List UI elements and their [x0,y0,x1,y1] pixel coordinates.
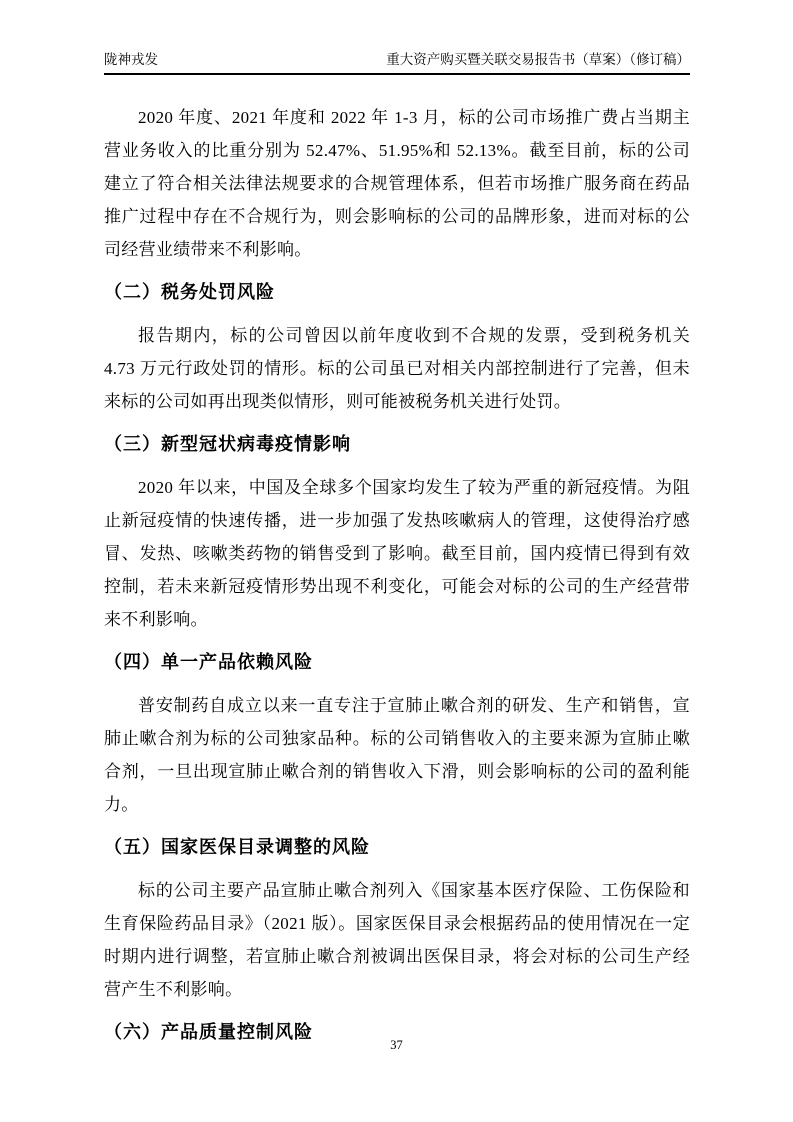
paragraph-single-product-dependence: 普安制药自成立以来一直专注于宣肺止嗽合剂的研发、生产和销售，宣肺止嗽合剂为标的公司独家品种。标的公司销售收入的主要来源为宣肺止嗽合剂，一旦出现宣肺止嗽合剂的销售收入下滑，则会影响标的公司的盈利能力。 [104,696,690,815]
paragraph-tax-penalty-risk: 报告期内，标的公司曾因以前年度收到不合规的发票，受到税务机关 4.73 万元行政处罚的情形。标的公司虽已对相关内部控制进行了完善，但未来标的公司如再出现类似情形，则可能被税务机关进行处罚。 [104,326,690,412]
section-heading-tax-penalty-risk: （二）税务处罚风险 [104,282,275,303]
section-heading-medical-insurance-catalog: （五）国家医保目录调整的风险 [104,837,370,858]
section-heading-single-product-dependence: （四）单一产品依赖风险 [104,652,313,673]
paragraph-medical-insurance-catalog: 标的公司主要产品宣肺止嗽合剂列入《国家基本医疗保险、工伤保险和生育保险药品目录》（2021 版）。国家医保目录会根据药品的使用情况在一定时期内进行调整，若宣肺止嗽合剂被调出医保目录，将会对标的公司生产经营产生不利影响。 [104,881,690,1000]
paragraph-market-promotion-risk: 2020 年度、2021 年度和 2022 年 1-3 月，标的公司市场推广费占当期主营业务收入的比重分别为 52.47%、51.95%和 52.13%。截至目前，标的公司建立了符合相关法律法规要求的合规管理体系，但若市场推广服务商在药品推广过程中存在不合规行为，则会影响标的公司的品牌形象，进而对标的公司经营业绩带来不利影响。 [104,108,690,260]
page-header [104,52,690,75]
paragraph-covid-impact: 2020 年以来，中国及全球多个国家均发生了较为严重的新冠疫情。为阻止新冠疫情的快速传播，进一步加强了发热咳嗽病人的管理，这使得治疗感冒、发热、咳嗽类药物的销售受到了影响。截至目前，国内疫情已得到有效控制，若未来新冠疫情形势出现不利变化，可能会对标的公司的生产经营带来不利影响。 [104,478,690,630]
header-report-title: 重大资产购买暨关联交易报告书（草案）（修订稿） [386,52,690,67]
document-body [104,101,690,1045]
header-company-name: 陇神戎发 [104,52,158,67]
page-number: 37 [390,1038,403,1052]
page-footer [0,1038,793,1053]
section-heading-product-quality-control: （六）产品质量控制风险 [104,1022,313,1043]
section-heading-covid-impact: （三）新型冠状病毒疫情影响 [104,434,351,455]
